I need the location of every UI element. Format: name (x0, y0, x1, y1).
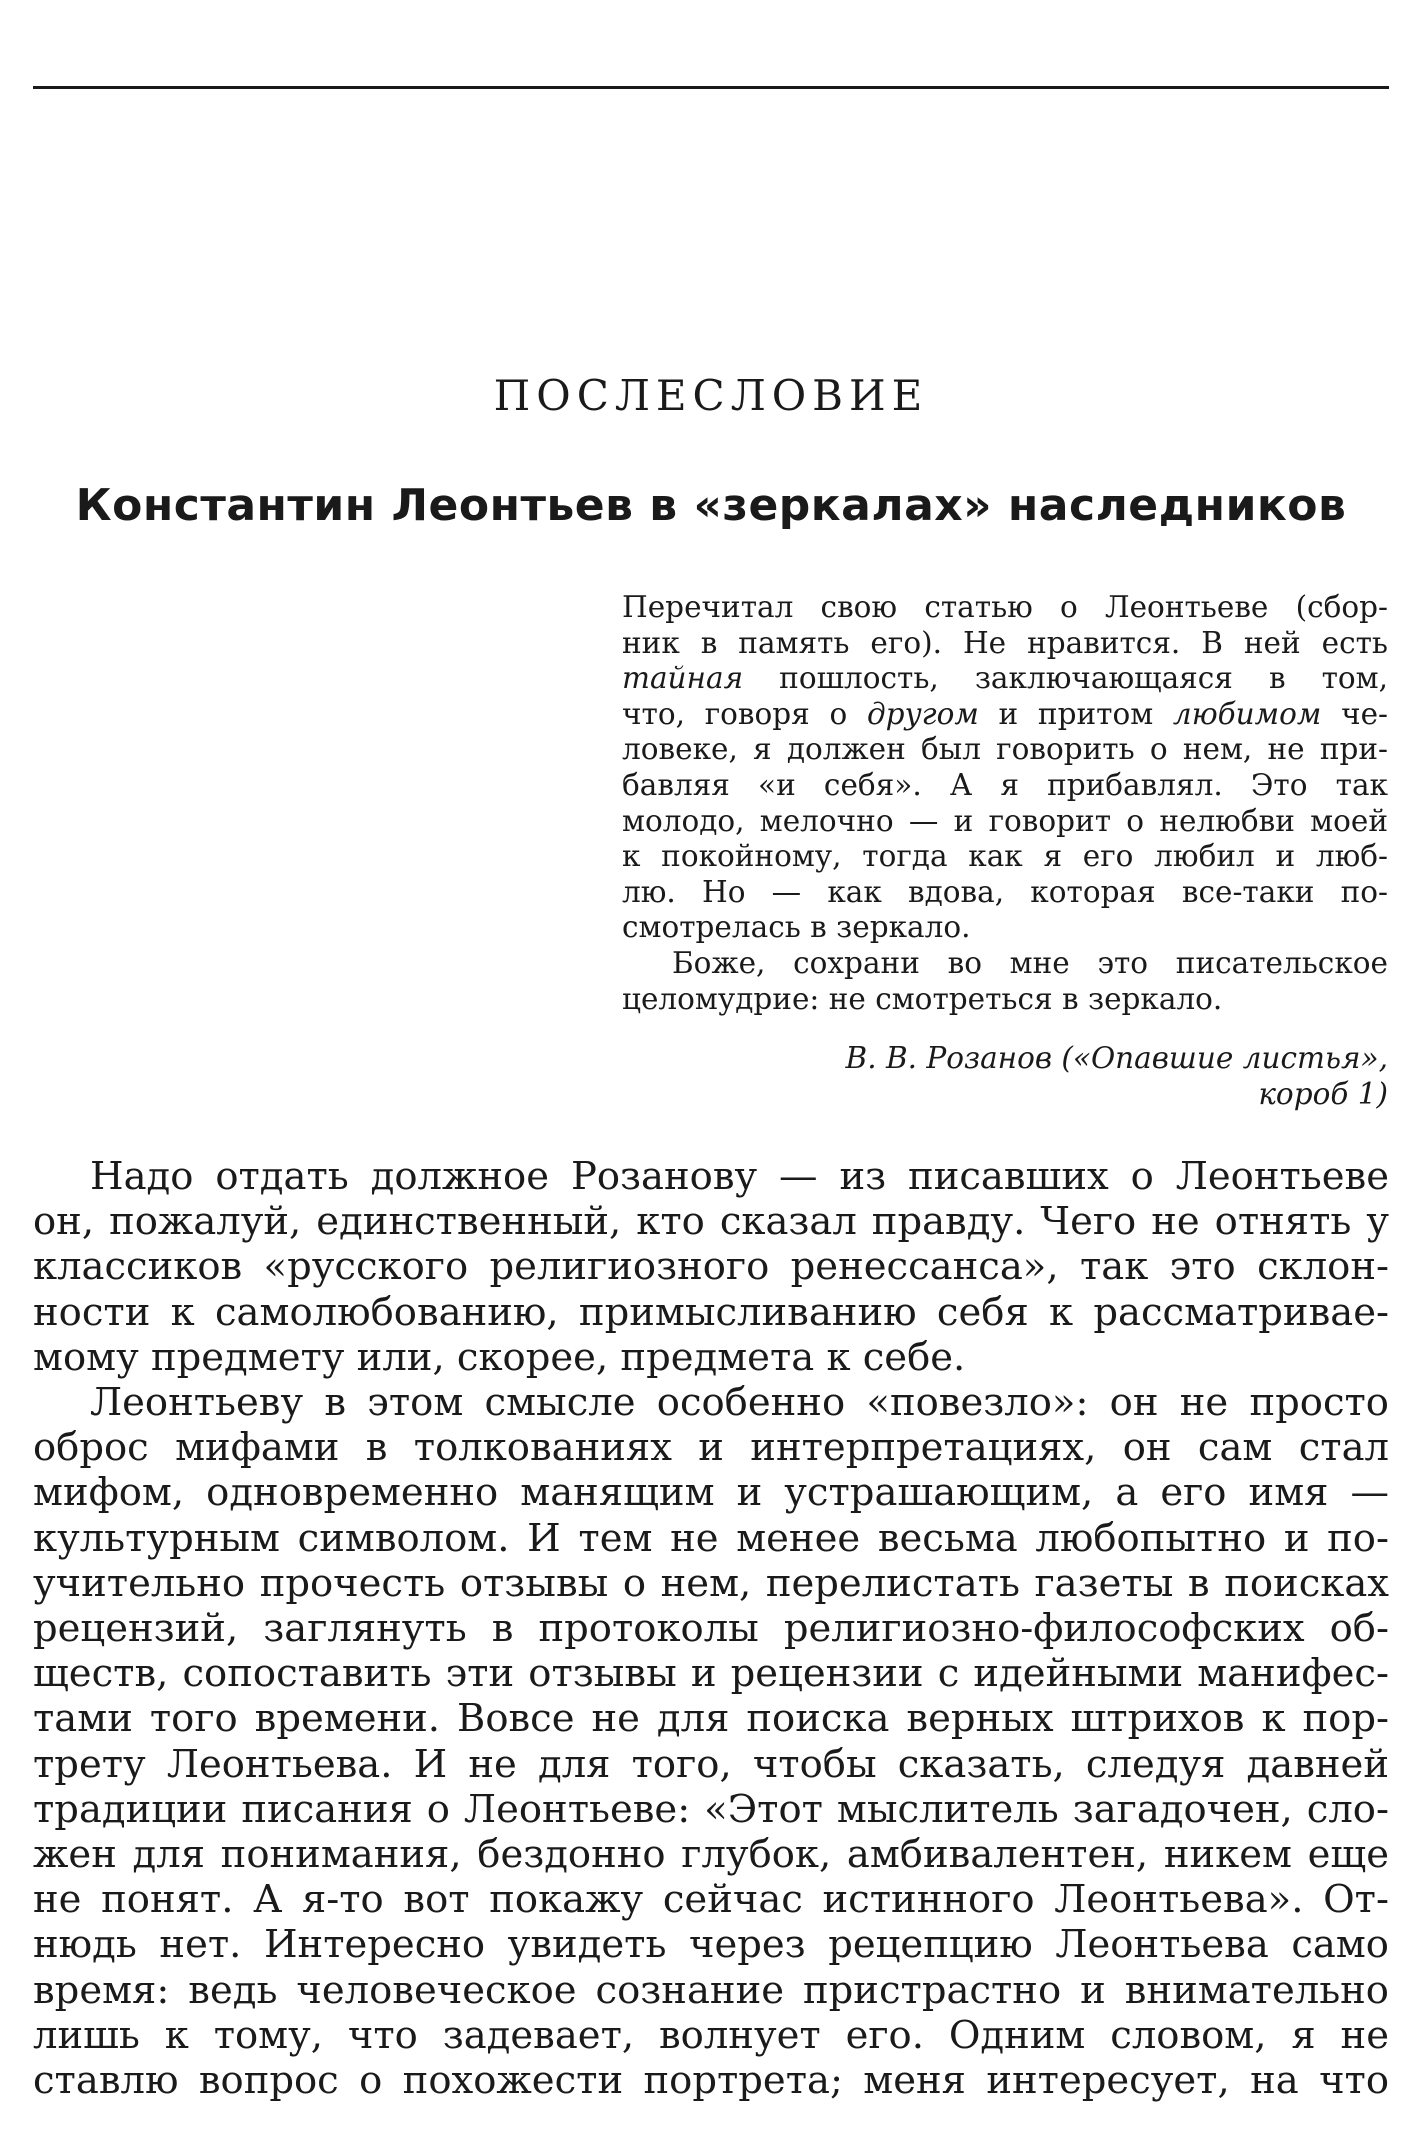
paragraph-line: ществ, сопоставить эти отзывы и рецензии с идейными манифес- (33, 1651, 1389, 1697)
epigraph-line (622, 661, 1388, 697)
epigraph-text: что, говоря о (622, 696, 867, 731)
paragraph-line: Леонтьеву в этом смысле особенно «повезло»: он не просто (90, 1380, 1389, 1426)
epigraph-line: бавляя «и себя». А я прибавлял. Это так (622, 767, 1388, 802)
attribution-line: короб 1) (1258, 1077, 1388, 1111)
epigraph-line: молодо, мелочно — и говорит о нелюбви моей (622, 803, 1388, 838)
paragraph-line: учительно прочесть отзывы о нем, перелистать газеты в поисках (33, 1560, 1389, 1606)
epigraph-line: Перечитал свою статью о Леонтьеве (сбор- (622, 590, 1388, 624)
epigraph-line: ловеке, я должен был говорить о нем, не при- (622, 732, 1388, 767)
epigraph-line: ник в память его). Не нравится. В ней есть (622, 625, 1388, 660)
paragraph-line: рецензий, заглянуть в протоколы религиозно-философских об- (33, 1606, 1389, 1652)
paragraph-line: культурным символом. И тем не менее весьма любопытно и по- (33, 1515, 1389, 1561)
paragraph-line: классиков «русского религиозного ренессанса», так это склон- (33, 1244, 1389, 1290)
epigraph-line: к покойному, тогда как я его любил и люб- (622, 839, 1388, 874)
paragraph-line: трету Леонтьева. И не для того, чтобы сказать, следуя давней (33, 1741, 1389, 1787)
header-rule (33, 86, 1389, 89)
epigraph-line: лю. Но — как вдова, которая все-таки по- (622, 874, 1388, 909)
epigraph-line (622, 697, 1388, 733)
epigraph-emphasis: другом (866, 696, 979, 731)
paragraph-line: ставлю вопрос о похожести портрета; меня интересует, на что (33, 2058, 1389, 2104)
paragraph-line: нюдь нет. Интересно увидеть через рецепцию Леонтьева само (33, 1922, 1389, 1968)
epigraph-attribution (622, 1040, 1388, 1112)
paragraph-line: тами того времени. Вовсе не для поиска верных штрихов к пор- (33, 1696, 1389, 1742)
body-text (33, 1154, 1389, 2103)
paragraph-line: мому предмету или, скорее, предмета к себе. (33, 1334, 966, 1380)
paragraph-line: лишь к тому, что задевает, волнует его. Одним словом, я не (33, 2012, 1389, 2058)
epigraph-text: че- (1321, 696, 1389, 731)
paragraph-line: Надо отдать должное Розанову — из писавших о Леонтьеве (90, 1154, 1389, 1199)
epigraph-line: Боже, сохрани во мне это писательское (672, 945, 1388, 980)
attribution-line: В. В. Розанов («Опавшие листья», (845, 1041, 1388, 1075)
chapter-title: Константин Леонтьев в «зеркалах» наследников (75, 480, 1347, 531)
paragraph-line: оброс мифами в толкованиях и интерпретациях, он сам стал (33, 1425, 1389, 1471)
epigraph-text: пошлость, заключающаяся в том, (743, 661, 1388, 696)
paragraph-line: жен для понимания, бездонно глубок, амбивалентен, никем еще (33, 1832, 1389, 1878)
paragraph-line: традиции писания о Леонтьеве: «Этот мыслитель загадочен, сло- (33, 1786, 1389, 1832)
section-label: ПОСЛЕСЛОВИЕ (493, 371, 929, 420)
paragraph-line: он, пожалуй, единственный, кто сказал правду. Чего не отнять у (33, 1199, 1389, 1245)
paragraph-line: не понят. А я-то вот покажу сейчас истинного Леонтьева». От- (33, 1877, 1389, 1923)
paragraph-line: время: ведь человеческое сознание пристрастно и внимательно (33, 1967, 1389, 2013)
epigraph (622, 590, 1388, 1017)
epigraph-emphasis: тайная (622, 661, 744, 696)
epigraph-line: целомудрие: не смотреться в зеркало. (622, 981, 1223, 1016)
epigraph-emphasis: любимом (1172, 696, 1322, 731)
paragraph-line: мифом, одновременно манящим и устрашающим, а его имя — (33, 1470, 1389, 1516)
epigraph-text: и притом (978, 696, 1173, 731)
epigraph-line: смотрелась в зеркало. (622, 910, 971, 945)
paragraph-line: ности к самолюбованию, примысливанию себя к рассматривае- (33, 1289, 1389, 1335)
